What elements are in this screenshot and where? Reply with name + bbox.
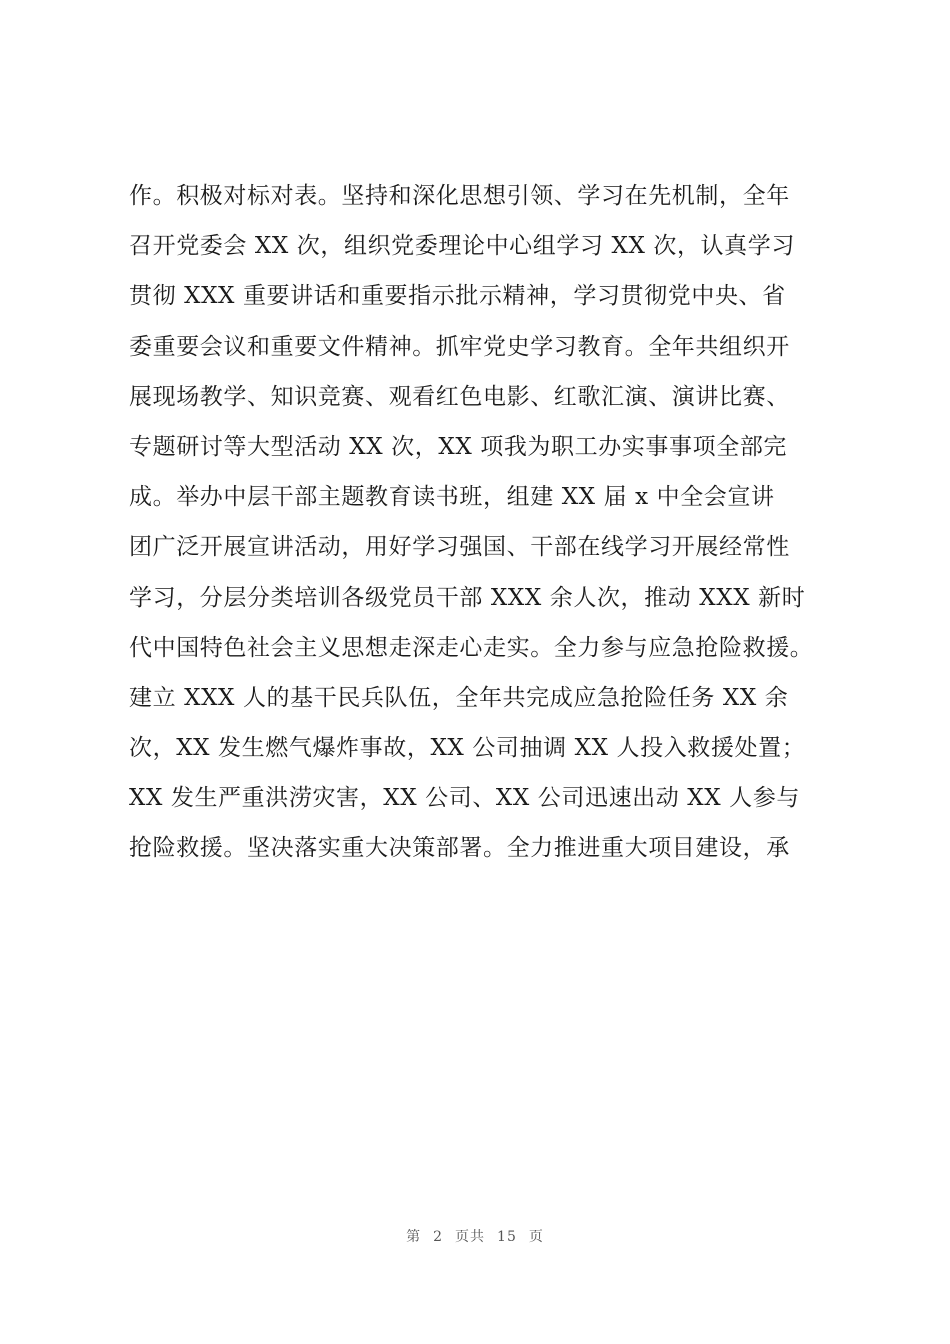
text-line: 贯彻 XXX 重要讲话和重要指示批示精神，学习贯彻党中央、省 — [129, 283, 786, 310]
text-line: 学习，分层分类培训各级党员干部 XXX 余人次，推动 XXX 新时 — [129, 584, 806, 611]
page-label-mid: 页共 — [455, 1229, 486, 1245]
page-label-prefix: 第 — [406, 1229, 422, 1245]
text-line: 次，XX 发生燃气爆炸事故，XX 公司抽调 XX 人投入救援处置； — [129, 735, 806, 762]
text-line: 委重要会议和重要文件精神。抓牢党史学习教育。全年共组织开 — [129, 333, 790, 360]
text-line: 召开党委会 XX 次，组织党委理论中心组学习 XX 次，认真学习 — [129, 233, 795, 260]
text-line: 建立 XXX 人的基干民兵队伍，全年共完成应急抢险任务 XX 余 — [129, 684, 789, 711]
body-text — [129, 171, 874, 874]
text-line: 专题研讨等大型活动 XX 次，XX 项我为职工办实事事项全部完 — [129, 433, 788, 460]
text-line: 展现场教学、知识竞赛、观看红色电影、红歌汇演、演讲比赛、 — [129, 383, 790, 410]
page-footer — [0, 1226, 950, 1246]
current-page-number: 2 — [433, 1229, 444, 1245]
page-label-suffix: 页 — [528, 1229, 544, 1245]
text-line: 成。举办中层干部主题教育读书班，组建 XX 届 x 中全会宣讲 — [129, 484, 775, 511]
text-line: 抢险救援。坚决落实重大决策部署。全力推进重大项目建设，承 — [129, 835, 790, 862]
text-line: 团广泛开展宣讲活动，用好学习强国、干部在线学习开展经常性 — [129, 534, 790, 561]
text-line: 作。积极对标对表。坚持和深化思想引领、学习在先机制，全年 — [129, 183, 790, 209]
text-line: 代中国特色社会主义思想走深走心走实。全力参与应急抢险救援。 — [129, 634, 814, 661]
text-line: XX 发生严重洪涝灾害，XX 公司、XX 公司迅速出动 XX 人参与 — [129, 785, 800, 812]
total-pages-number: 15 — [497, 1229, 517, 1245]
